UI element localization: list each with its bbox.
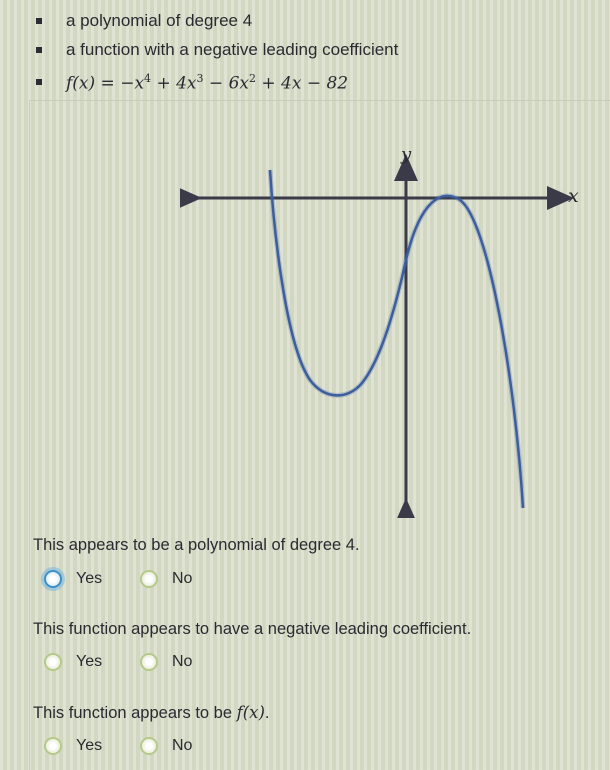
function-expression (66, 72, 348, 94)
option-label: Yes (76, 737, 103, 754)
function-curve-glow (270, 170, 523, 508)
x-axis-label: x (568, 185, 579, 207)
bullet-icon (36, 79, 42, 85)
radio-button[interactable] (140, 570, 158, 588)
polynomial-graph (180, 138, 580, 518)
question-degree: This appears to be a polynomial of degree 4. (33, 536, 360, 554)
question-text: This function appears to be (33, 704, 237, 722)
option-label: No (172, 653, 193, 670)
criteria-label: a function with a negative leading coefficient (66, 40, 399, 59)
exponent: 2 (248, 72, 256, 85)
term: − 6x (203, 73, 249, 94)
criteria-label: a polynomial of degree 4 (66, 11, 253, 30)
exponent: 4 (144, 72, 152, 85)
option-label: Yes (76, 653, 103, 670)
question-punct: . (264, 704, 270, 722)
bullet-icon (36, 47, 42, 53)
radio-button[interactable] (44, 737, 62, 755)
criteria-list (0, 0, 610, 100)
function-curve (270, 170, 523, 508)
radio-button[interactable] (44, 653, 62, 671)
option-label: No (172, 570, 193, 587)
option-yes-function[interactable] (44, 737, 102, 755)
radio-button[interactable] (44, 570, 62, 588)
option-label: No (172, 737, 193, 754)
exponent: 3 (196, 72, 204, 85)
question-leading-coefficient: This function appears to have a negative leading coefficient. (33, 620, 472, 638)
term: + 4x (151, 73, 197, 94)
radio-button[interactable] (140, 653, 158, 671)
option-yes-coefficient[interactable] (44, 653, 102, 671)
term: −x (120, 73, 145, 94)
option-no-degree[interactable] (140, 570, 192, 588)
question-function-match (33, 703, 270, 723)
term: + 4x − 82 (255, 73, 349, 94)
option-label: Yes (76, 570, 103, 587)
radio-button[interactable] (140, 737, 158, 755)
option-yes-degree[interactable] (44, 570, 102, 588)
y-axis-label: y (401, 144, 412, 165)
function-name: f(x) = (66, 73, 121, 94)
function-name: f(x) (236, 703, 265, 722)
bullet-icon (36, 18, 42, 24)
option-no-function[interactable] (140, 737, 192, 755)
option-no-coefficient[interactable] (140, 653, 192, 671)
graph-svg (180, 138, 580, 518)
